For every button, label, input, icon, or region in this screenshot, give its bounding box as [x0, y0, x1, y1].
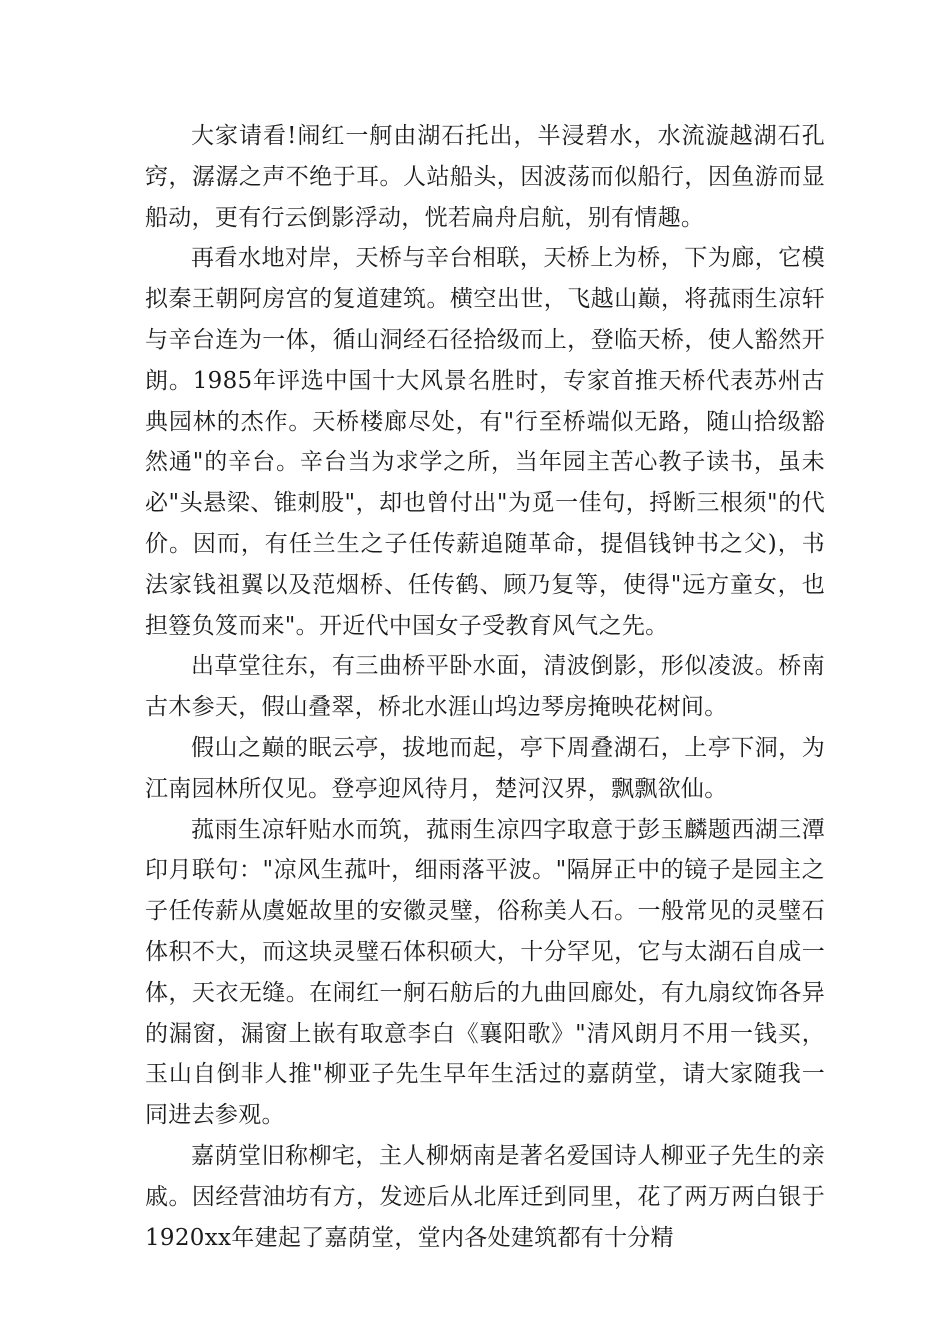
paragraph-4: 假山之巅的眠云亭，拔地而起，亭下周叠湖石，上亭下洞，为江南园林所仅见。登亭迎风待月，楚河汉界，飘飘欲仙。 [145, 734, 825, 802]
paragraph-5: 菰雨生凉轩贴水而筑，菰雨生凉四字取意于彭玉麟题西湖三潭印月联句："凉风生菰叶，细雨落平波。"隔屏正中的镜子是园主之子任传薪从虞姬故里的安徽灵璧，俗称美人石。一般常见的灵璧石体积不大，而这块灵璧石体积硕大，十分罕见，它与太湖石自成一体，天衣无缝。在闹红一舸石舫后的九曲回廊处，有九扇纹饰各异的漏窗，漏窗上嵌有取意李白《襄阳歌》"清风朗月不用一钱买，玉山自倒非人推"柳亚子先生早年生活过的嘉荫堂，请大家随我一同进去参观。 [145, 816, 825, 1129]
paragraph-6: 嘉荫堂旧称柳宅，主人柳炳南是著名爱国诗人柳亚子先生的亲戚。因经营油坊有方，发迹后从北厍迁到同里，花了两万两白银于1920xx年建起了嘉荫堂，堂内各处建筑都有十分精 [145, 1142, 825, 1251]
paragraph-3: 出草堂往东，有三曲桥平卧水面，清波倒影，形似凌波。桥南古木参天，假山叠翠，桥北水涯山坞边琴房掩映花树间。 [145, 653, 825, 721]
paragraph-2: 再看水地对岸，天桥与辛台相联，天桥上为桥，下为廊，它模拟秦王朝阿房宫的复道建筑。横空出世，飞越山巅，将菰雨生凉轩与辛台连为一体，循山洞经石径拾级而上，登临天桥，使人豁然开朗。1985年评选中国十大风景名胜时，专家首推天桥代表苏州古典园林的杰作。天桥楼廊尽处，有"行至桥端似无路，随山拾级豁然通"的辛台。辛台当为求学之所，当年园主苦心教子读书，虽未必"头悬梁、锥刺股"，却也曾付出"为觅一佳句，捋断三根须"的代价。因而，有任兰生之子任传薪追随革命，提倡钱钟书之父)，书法家钱祖翼以及范烟桥、任传鹤、顾乃复等，使得"远方童女，也担簦负笈而来"。开近代中国女子受教育风气之先。 [145, 245, 825, 639]
body-text [145, 116, 825, 1258]
paragraph-1: 大家请看!闹红一舸由湖石托出，半浸碧水，水流漩越湖石孔窍，潺潺之声不绝于耳。人站船头，因波荡而似船行，因鱼游而显船动，更有行云倒影浮动，恍若扁舟启航，别有情趣。 [145, 123, 825, 231]
